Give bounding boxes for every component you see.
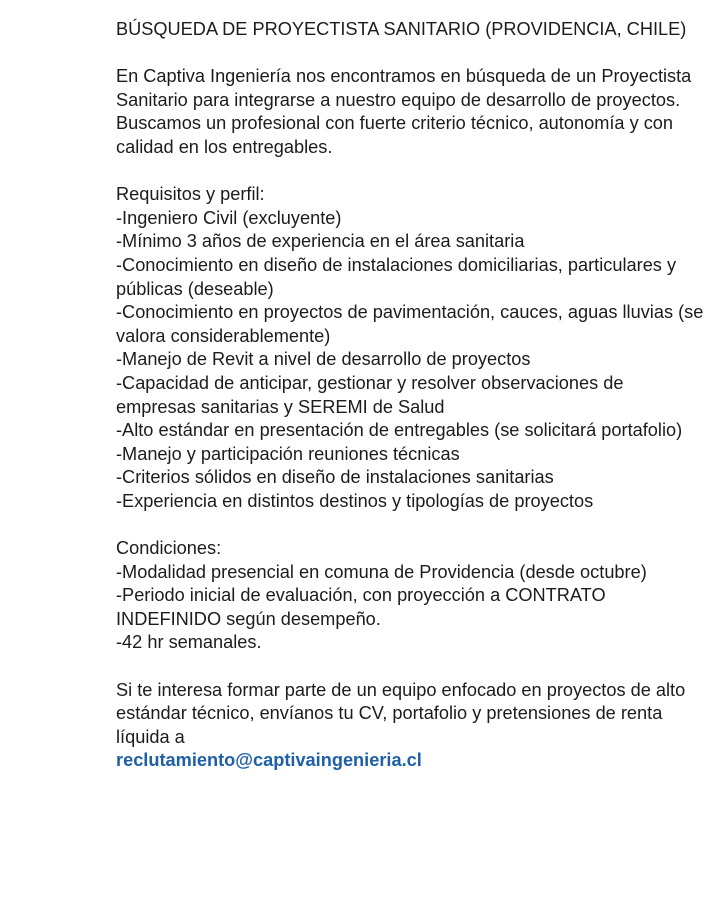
spacer [116,513,706,537]
condition-item: -Periodo inicial de evaluación, con proyección a CONTRATO INDEFINIDO según desempeño. [116,585,606,629]
requirement-item: -Conocimiento en proyectos de pavimentación, cauces, aguas lluvias (se valora considerablemente) [116,302,704,346]
closing-paragraph: Si te interesa formar parte de un equipo enfocado en proyectos de alto estándar técnico, envíanos tu CV, portafolio y pretensiones de renta líquida a [116,679,686,747]
intro-paragraph: En Captiva Ingeniería nos encontramos en búsqueda de un Proyectista Sanitario para integrarse a nuestro equipo de desarrollo de proyectos. [116,66,692,110]
requirement-item: -Alto estándar en presentación de entregables (se solicitará portafolio) [116,420,683,441]
email-link[interactable]: reclutamiento@captivaingenieria.cl [116,750,422,771]
spacer [116,42,706,66]
conditions-heading: Condiciones: [116,538,222,559]
condition-item: -42 hr semanales. [116,632,262,653]
requirement-item: -Conocimiento en diseño de instalaciones domiciliarias, particulares y públicas (deseable) [116,254,677,299]
post-title: BÚSQUEDA DE PROYECTISTA SANITARIO (PROVIDENCIA, CHILE) [116,19,687,39]
requirement-item: -Criterios sólidos en diseño de instalaciones sanitarias [116,467,554,488]
requirement-item: -Ingeniero Civil (excluyente) [116,207,342,228]
requirements-heading: Requisitos y perfil: [116,184,265,205]
requirement-item: -Mínimo 3 años de experiencia en el área sanitaria [116,231,525,252]
requirement-item: -Manejo de Revit a nivel de desarrollo de proyectos [116,349,531,370]
spacer [116,160,706,184]
intro-paragraph: Buscamos un profesional con fuerte criterio técnico, autonomía y con calidad en los entregables. [116,113,674,157]
requirement-item: -Manejo y participación reuniones técnicas [116,443,460,464]
requirement-item: -Capacidad de anticipar, gestionar y resolver observaciones de empresas sanitarias y SEREMI de Salud [116,372,624,417]
condition-item: -Modalidad presencial en comuna de Providencia (desde octubre) [116,561,647,582]
spacer [116,655,706,679]
requirement-item: -Experiencia en distintos destinos y tipologías de proyectos [116,490,594,511]
job-post [116,18,706,773]
